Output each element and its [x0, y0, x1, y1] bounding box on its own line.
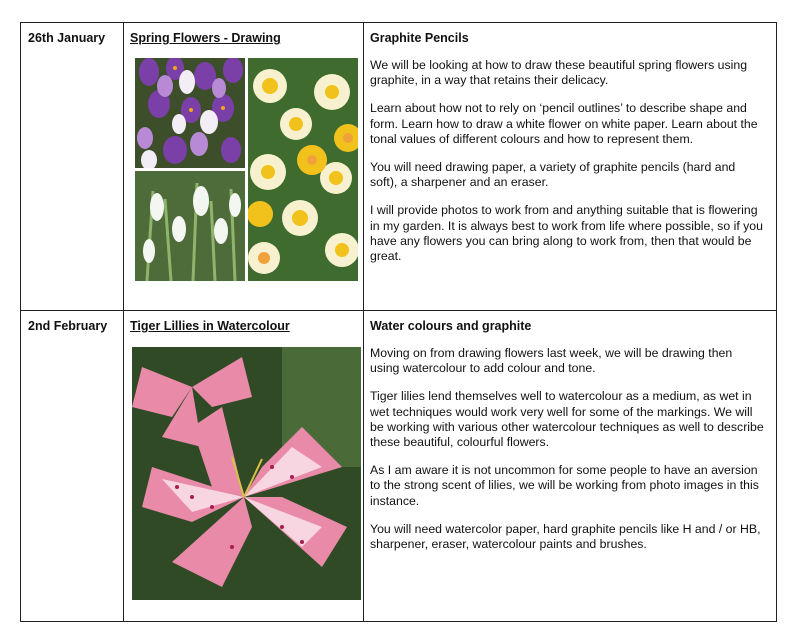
schedule-table: [20, 22, 777, 622]
description-paragraph: You will need watercolor paper, hard graphite pencils like H and / or HB, sharpener, eraser, watercolour paints and brushes.: [370, 521, 761, 552]
session-heading: Water colours and graphite: [370, 319, 532, 333]
session-title: Tiger Lillies in Watercolour: [130, 319, 290, 333]
description-cell: [364, 311, 777, 622]
description-paragraph: We will be looking at how to draw these beautiful spring flowers using graphite, in a way that retains their delicacy.: [370, 58, 748, 88]
session-title: Spring Flowers - Drawing: [130, 31, 281, 45]
image-cell: [124, 23, 364, 311]
date-cell: [21, 311, 124, 622]
tiger-lily-photo: [132, 347, 361, 600]
crocus-photo: [135, 58, 245, 168]
description-paragraph: I will provide photos to work from and anything suitable that is flowering in my garden. It is always best to work from life where possible, so if you have any flowers you can bring along to work from, then that would be great.: [370, 203, 763, 264]
spring-flowers-collage: [135, 58, 358, 281]
session-date: 26th January: [28, 31, 106, 45]
description-paragraph: As I am aware it is not uncommon for some people to have an aversion to the strong scent of lilies, we will be working from photo images in this instance.: [370, 463, 759, 508]
description-paragraph: Tiger lilies lend themselves well to watercolour as a medium, as wet in wet techniques would work very well for some of the markings. We will be working with various other watercolour techniques as well to describe these beautiful, colourful flowers.: [370, 389, 764, 450]
description-paragraph: Moving on from drawing flowers last week, we will be drawing then using watercolour to add colour and tone.: [370, 346, 733, 376]
description-paragraph: You will need drawing paper, a variety of graphite pencils (hard and soft), a sharpener and an eraser.: [370, 160, 736, 190]
session-heading: Graphite Pencils: [370, 31, 469, 45]
description-paragraph: Learn about how not to rely on ‘pencil outlines’ to describe shape and form. Learn how to draw a white flower on white paper. Learn about the tonal values of different colours and how to represent them.: [370, 101, 758, 146]
description-cell: [364, 23, 777, 311]
session-date: 2nd February: [28, 319, 108, 333]
snowdrop-photo: [135, 171, 245, 281]
table-row: [21, 311, 777, 622]
table-row: [21, 23, 777, 311]
image-cell: [124, 311, 364, 622]
date-cell: [21, 23, 124, 311]
daffodil-photo: [248, 58, 358, 281]
